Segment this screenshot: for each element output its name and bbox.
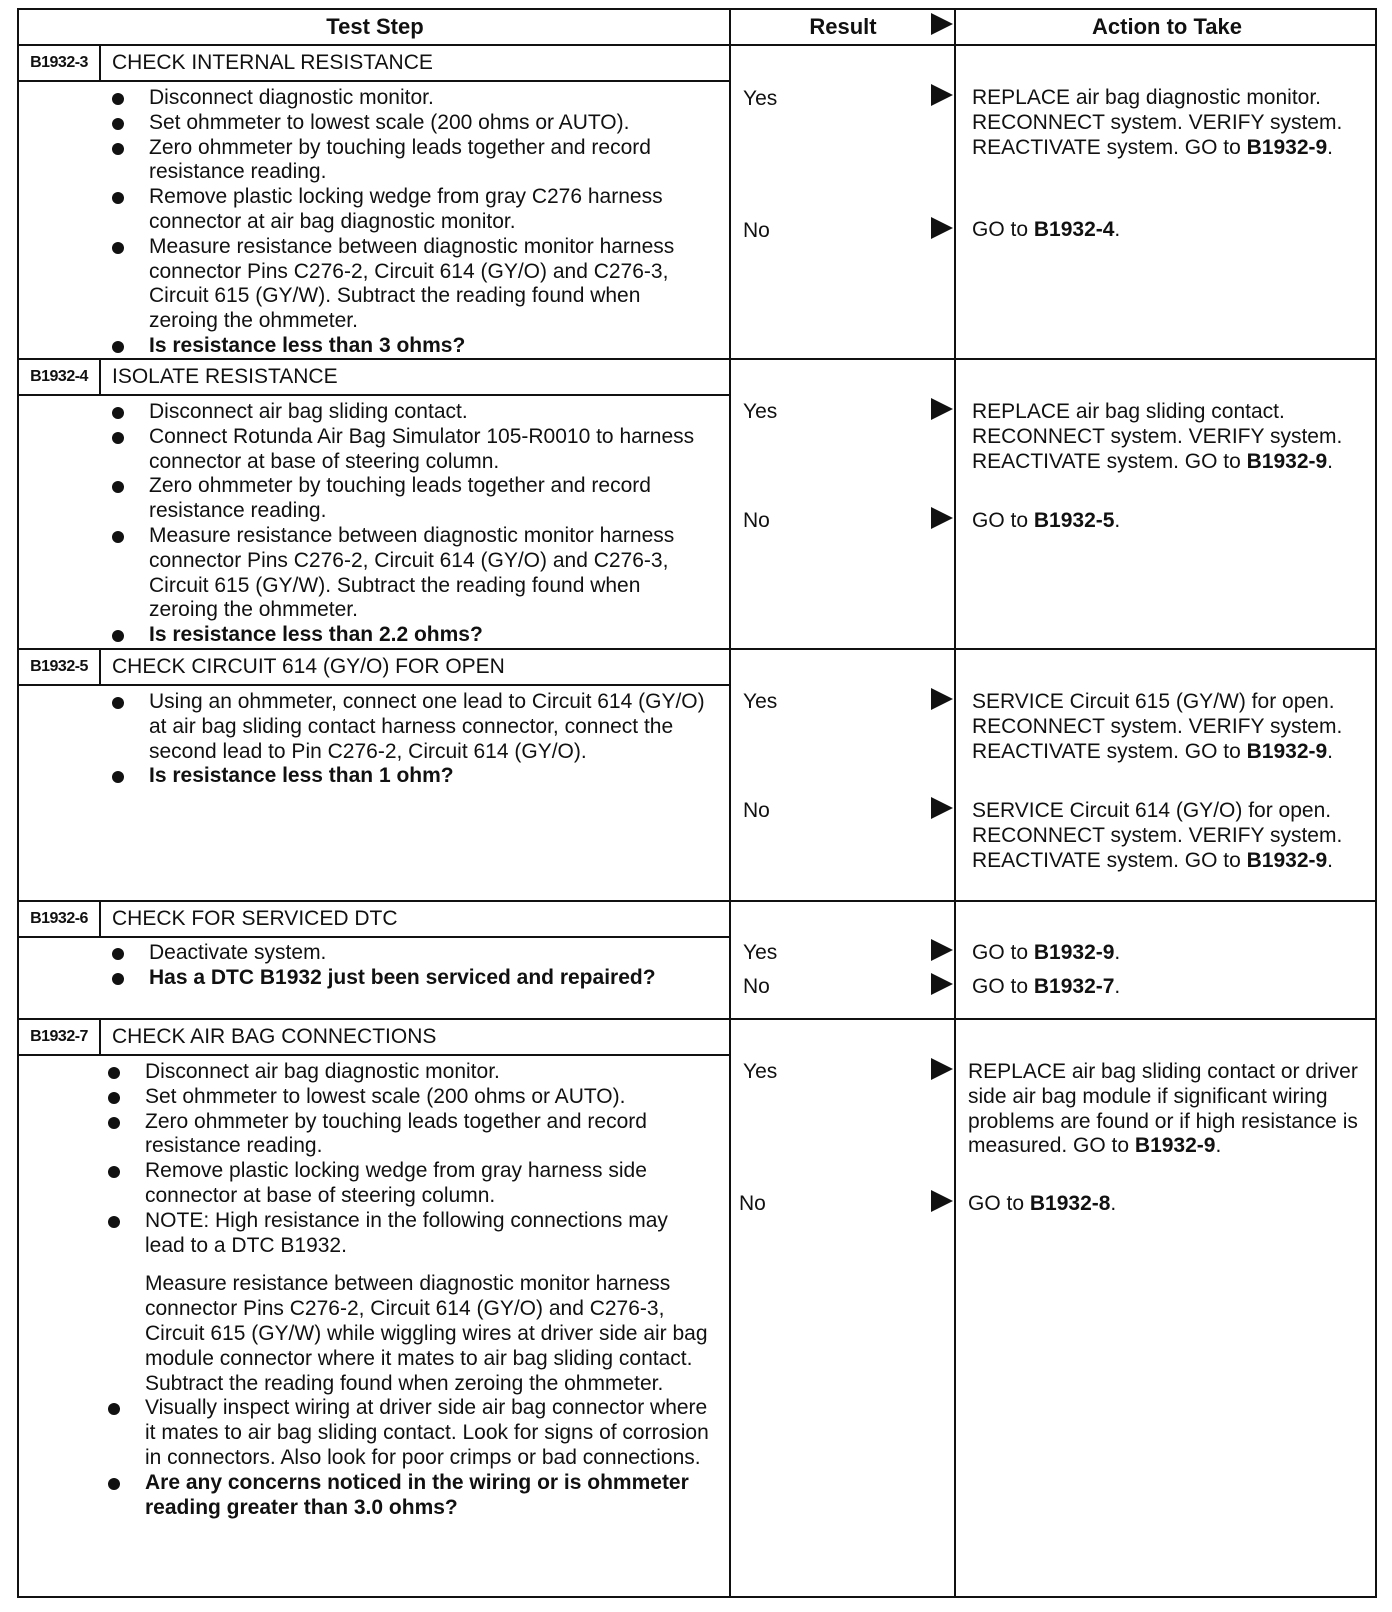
yes-arrow-icon: [931, 688, 953, 710]
step-id: B1932-7: [30, 1028, 88, 1045]
yes-action: REPLACE air bag sliding contact. RECONNECT system. VERIFY system. REACTIVATE system. GO to B1932-9.: [972, 400, 1343, 473]
step-note-text: Measure resistance between diagnostic monitor harness connector Pins C276-2, Circuit 614 (GY/O) and C276-3, Circuit 615 (GY/W) while wiggling wires at driver side air bag module connector where it mates to air bag sliding contact. Subtract the reading found when zeroing the ohmmeter.: [145, 1272, 708, 1395]
step-bullets: [112, 86, 712, 359]
step-title: CHECK INTERNAL RESISTANCE: [112, 51, 433, 74]
step-bullet: Connect Rotunda Air Bag Simulator 105-R0010 to harness connector at base of steering column.: [112, 425, 712, 475]
diagnostic-table: [17, 8, 1377, 1598]
step-title-underline: [19, 1054, 729, 1056]
result-yes: Yes: [743, 941, 778, 964]
step-id-divider: [99, 360, 101, 394]
step-title: CHECK FOR SERVICED DTC: [112, 907, 398, 930]
result-no: No: [743, 975, 770, 998]
step-bullet: Remove plastic locking wedge from gray C276 harness connector at air bag diagnostic monitor.: [112, 185, 712, 235]
step-bullet: Disconnect air bag diagnostic monitor.: [108, 1060, 713, 1085]
step-bullet: Measure resistance between diagnostic monitor harness connector Pins C276-2, Circuit 614 (GY/O) and C276-3, Circuit 615 (GY/W). Subtract the reading found when zeroing the ohmmeter.: [112, 524, 712, 623]
step-bullet: Zero ohmmeter by touching leads together and record resistance reading.: [108, 1110, 713, 1160]
no-arrow-icon: [931, 217, 953, 239]
step-bullets: [112, 690, 712, 789]
step-bullets: [112, 941, 712, 991]
step-id: B1932-3: [30, 54, 88, 71]
step-title-underline: [19, 394, 729, 396]
result-yes: Yes: [743, 87, 778, 110]
header-result: Result: [809, 14, 877, 39]
column-divider-action: [954, 10, 956, 1598]
step-id: B1932-4: [30, 368, 88, 385]
yes-action: SERVICE Circuit 615 (GY/W) for open. RECONNECT system. VERIFY system. REACTIVATE system. GO to B1932-9.: [972, 690, 1343, 763]
yes-action: GO to B1932-9.: [972, 941, 1121, 964]
step-question: Is resistance less than 1 ohm?: [112, 764, 712, 789]
no-action: GO to B1932-7.: [972, 975, 1121, 998]
result-yes: Yes: [743, 1060, 778, 1083]
step-bullet: Visually inspect wiring at driver side air bag connector where it mates to air bag sliding contact. Look for signs of corrosion in connectors. Also look for poor crimps or bad connections.: [108, 1396, 713, 1470]
step-question: Is resistance less than 3 ohms?: [112, 334, 712, 359]
step-bullet: Disconnect diagnostic monitor.: [112, 86, 712, 111]
no-action: SERVICE Circuit 614 (GY/O) for open. RECONNECT system. VERIFY system. REACTIVATE system. GO to B1932-9.: [972, 799, 1343, 872]
step-bullet: Zero ohmmeter by touching leads together and record resistance reading.: [112, 474, 712, 524]
step-id-divider: [99, 1020, 101, 1054]
result-no: No: [743, 509, 770, 532]
step-id: B1932-6: [30, 910, 88, 927]
step-title: ISOLATE RESISTANCE: [112, 365, 338, 388]
step-question: Are any concerns noticed in the wiring or is ohmmeter reading greater than 3.0 ohms?: [108, 1471, 713, 1521]
no-action: GO to B1932-8.: [968, 1192, 1117, 1215]
result-yes: Yes: [743, 400, 778, 423]
step-bullet: Set ohmmeter to lowest scale (200 ohms or AUTO).: [112, 111, 712, 136]
step-title: CHECK CIRCUIT 614 (GY/O) FOR OPEN: [112, 655, 505, 678]
no-arrow-icon: [931, 973, 953, 995]
no-action: GO to B1932-4.: [972, 218, 1121, 241]
header-arrow-icon: [931, 13, 953, 35]
no-arrow-icon: [931, 1190, 953, 1212]
result-yes: Yes: [743, 690, 778, 713]
yes-arrow-icon: [931, 398, 953, 420]
step-bullet: Set ohmmeter to lowest scale (200 ohms or AUTO).: [108, 1085, 713, 1110]
yes-arrow-icon: [931, 84, 953, 106]
step-bullet: Zero ohmmeter by touching leads together and record resistance reading.: [112, 136, 712, 186]
step-bullet: Deactivate system.: [112, 941, 712, 966]
step-id-divider: [99, 650, 101, 684]
step-title-underline: [19, 684, 729, 686]
result-no: No: [743, 219, 770, 242]
step-bullets: [108, 1060, 713, 1520]
header-action: Action to Take: [1092, 14, 1242, 39]
yes-arrow-icon: [931, 939, 953, 961]
result-no: No: [739, 1192, 766, 1215]
step-title: CHECK AIR BAG CONNECTIONS: [112, 1025, 437, 1048]
yes-action: REPLACE air bag diagnostic monitor. RECONNECT system. VERIFY system. REACTIVATE system. GO to B1932-9.: [972, 86, 1343, 159]
step-bullets: [112, 400, 712, 648]
step-id: B1932-5: [30, 658, 88, 675]
header-test-step: Test Step: [326, 14, 424, 39]
result-no: No: [743, 799, 770, 822]
step-bullet: Remove plastic locking wedge from gray harness side connector at base of steering column.: [108, 1159, 713, 1209]
step-question: Is resistance less than 2.2 ohms?: [112, 623, 712, 648]
yes-arrow-icon: [931, 1058, 953, 1080]
step-bullet: Disconnect air bag sliding contact.: [112, 400, 712, 425]
step-title-underline: [19, 80, 729, 82]
step-title-underline: [19, 936, 729, 938]
no-arrow-icon: [931, 507, 953, 529]
step-bullet: Using an ohmmeter, connect one lead to Circuit 614 (GY/O) at air bag sliding contact harness connector, connect the second lead to Pin C276-2, Circuit 614 (GY/O).: [112, 690, 712, 764]
yes-action: REPLACE air bag sliding contact or driver side air bag module if significant wiring problems are found or if high resistance is measured. GO to B1932-9.: [968, 1060, 1358, 1158]
step-question: Has a DTC B1932 just been serviced and repaired?: [112, 966, 712, 991]
step-id-divider: [99, 902, 101, 936]
step-id-divider: [99, 46, 101, 80]
no-action: GO to B1932-5.: [972, 509, 1121, 532]
step-bullet: NOTE: High resistance in the following connections may lead to a DTC B1932.: [108, 1209, 713, 1259]
step-bullet: Measure resistance between diagnostic monitor harness connector Pins C276-2, Circuit 614 (GY/O) and C276-3, Circuit 615 (GY/W). Subtract the reading found when zeroing the ohmmeter.: [112, 235, 712, 334]
column-divider-result: [729, 10, 731, 1598]
no-arrow-icon: [931, 797, 953, 819]
